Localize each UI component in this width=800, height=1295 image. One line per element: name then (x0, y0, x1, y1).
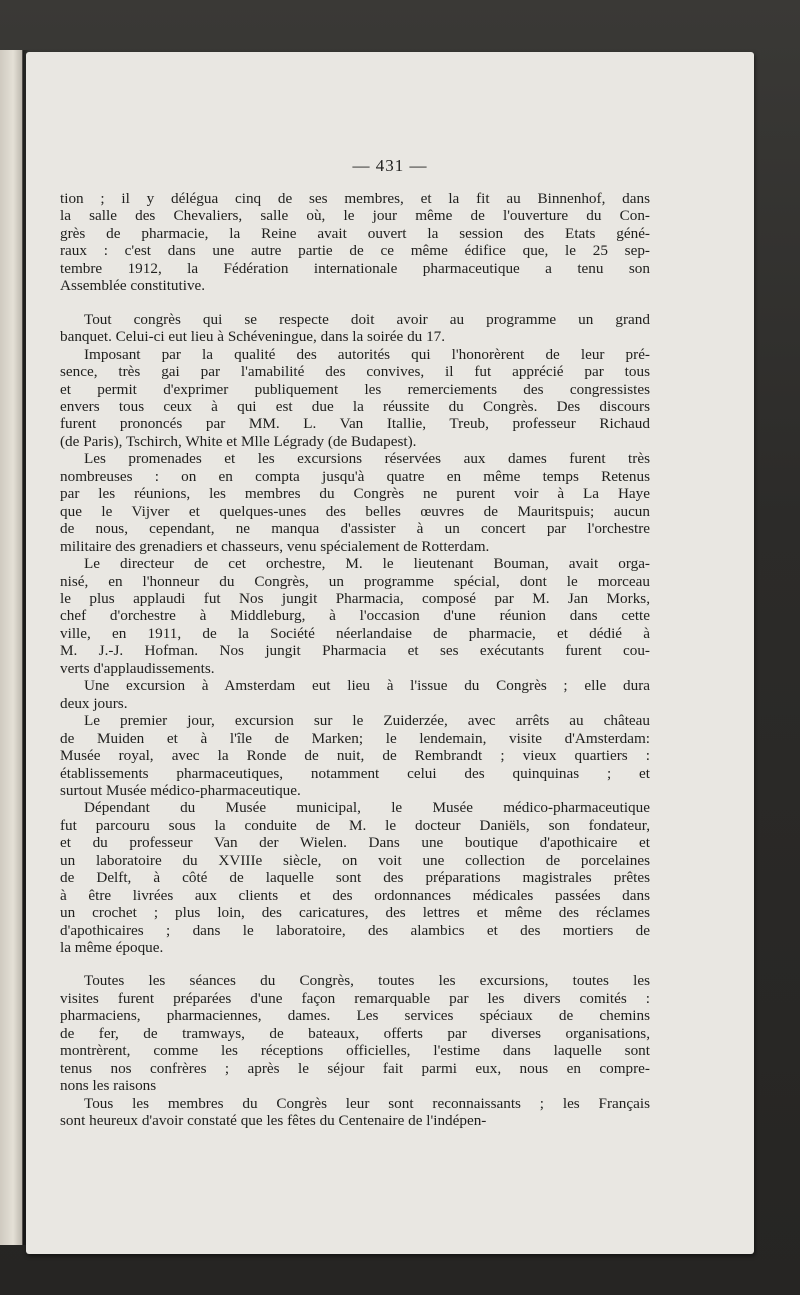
text-line: de Delft, à côté de laquelle sont des préparations magistrales prêtes (60, 869, 650, 887)
paragraph (60, 450, 650, 555)
text-line: Le directeur de cet orchestre, M. le lieutenant Bouman, avait orga- (84, 555, 650, 573)
text-line: montrèrent, comme les réceptions officielles, l'estime dans laquelle sont (60, 1042, 650, 1060)
text-line: par les réunions, les membres du Congrès ne purent voir à La Haye (60, 485, 650, 503)
text-line: tembre 1912, la Fédération internationale pharmaceutique a tenu son (60, 259, 650, 277)
page-number: — 431 — (352, 156, 428, 175)
text-line: surtout Musée médico-pharmaceutique. (60, 781, 301, 799)
text-line: ville, en 1911, de la Société néerlandaise de pharmacie, et dédié à (60, 624, 650, 642)
text-line: le plus applaudi fut Nos jungit Pharmacia, composé par M. Jan Morks, (60, 589, 650, 607)
paragraph (60, 346, 650, 451)
body-text (60, 190, 650, 1130)
paragraph (60, 972, 650, 1094)
text-line: Les promenades et les excursions réservées aux dames furent très (84, 450, 650, 468)
text-line: à être livrées aux clients et des ordonnances médicales passées dans (60, 886, 650, 904)
text-line: que le Vijver et quelques-unes des belles œuvres de Mauritspuis; aucun (60, 502, 650, 520)
text-line: nons les raisons (60, 1077, 157, 1095)
text-line: de fer, de tramways, de bateaux, offerts par diverses organisations, (60, 1024, 650, 1042)
previous-page-edge (0, 50, 23, 1245)
text-line: verts d'applaudissements. (60, 659, 215, 677)
text-line: tion ; il y délégua cinq de ses membres, et la fit au Binnenhof, dans (60, 190, 650, 207)
text-line: (de Paris), Tschirch, White et Mlle Légrady (de Budapest). (60, 432, 417, 450)
paragraph (60, 311, 650, 346)
text-line: envers tous ceux à qui est due la réussite du Congrès. Des discours (60, 397, 650, 415)
text-line: de Muiden et à l'île de Marken; le lendemain, visite d'Amsterdam: (60, 729, 650, 747)
paragraph (60, 712, 650, 799)
text-line: deux jours. (60, 694, 128, 712)
text-line: visites furent préparées d'une façon remarquable par les divers comités : (60, 989, 650, 1007)
text-line: tenus nos confrères ; après le séjour fait parmi eux, nous en compre- (60, 1059, 650, 1077)
text-line: la même époque. (60, 939, 164, 957)
paragraph (60, 677, 650, 712)
text-line: Musée royal, avec la Ronde de nuit, de Rembrandt ; vieux quartiers : (60, 747, 650, 765)
text-line: pharmaciens, pharmaciennes, dames. Les services spéciaux de chemins (60, 1007, 650, 1025)
text-line: Une excursion à Amsterdam eut lieu à l'issue du Congrès ; elle dura (84, 677, 650, 695)
text-line: nisé, en l'honneur du Congrès, un programme spécial, dont le morceau (60, 572, 650, 590)
text-line: d'apothicaires ; dans le laboratoire, des alambics et des mortiers de (60, 921, 650, 939)
text-line: Imposant par la qualité des autorités qui l'honorèrent de leur pré- (84, 345, 650, 363)
paragraph (60, 799, 650, 956)
text-line: Le premier jour, excursion sur le Zuiderzée, avec arrêts au château (84, 712, 650, 730)
text-line: Assemblée constitutive. (60, 277, 206, 295)
text-line: sont heureux d'avoir constaté que les fêtes du Centenaire de l'indépen- (60, 1112, 487, 1130)
paragraph (60, 1095, 650, 1130)
text-line: et permit d'exprimer publiquement les remerciements des congressistes (60, 380, 650, 398)
text-line: la salle des Chevaliers, salle où, le jour même de l'ouverture du Con- (60, 207, 650, 225)
paragraph (60, 555, 650, 677)
text-line: nombreuses : on en compta jusqu'à quatre en même temps Retenus (60, 467, 650, 485)
text-line: Dépendant du Musée municipal, le Musée médico-pharmaceutique (84, 799, 650, 817)
text-line: de nous, cependant, ne manqua d'assister à un concert par l'orchestre (60, 520, 650, 538)
text-line: Tous les membres du Congrès leur sont reconnaissants ; les Français (84, 1094, 650, 1112)
text-line: sence, très gai par l'amabilité des convives, il fut apprécié par tous (60, 363, 650, 381)
text-line: chef d'orchestre à Middleburg, à l'occasion d'une réunion dans cette (60, 607, 650, 625)
text-line: et du professeur Van der Wielen. Dans une boutique d'apothicaire et (60, 834, 650, 852)
text-line: établissements pharmaceutiques, notamment celui des quinquinas ; et (60, 764, 650, 782)
text-line: banquet. Celui-ci eut lieu à Schéveningue, dans la soirée du 17. (60, 328, 446, 346)
text-line: fut parcouru sous la conduite de M. le docteur Daniëls, son fondateur, (60, 816, 650, 834)
text-line: grès de pharmacie, la Reine avait ouvert la session des Etats géné- (60, 224, 650, 242)
text-line: un laboratoire du XVIIIe siècle, on voit une collection de porcelaines (60, 851, 650, 869)
paragraph (60, 190, 650, 295)
text-line: furent prononcés par MM. L. Van Itallie, Treub, professeur Richaud (60, 415, 650, 433)
text-line: militaire des grenadiers et chasseurs, venu spécialement de Rotterdam. (60, 537, 490, 555)
text-line: raux : c'est dans une autre partie de ce même édifice que, le 25 sep- (60, 242, 650, 260)
text-line: M. J.-J. Hofman. Nos jungit Pharmacia et ses exécutants furent cou- (60, 642, 650, 660)
document-page (26, 52, 754, 1254)
text-line: Toutes les séances du Congrès, toutes les excursions, toutes les (84, 972, 650, 990)
text-line: un crochet ; plus loin, des caricatures, des lettres et même des réclames (60, 904, 650, 922)
text-line: Tout congrès qui se respecte doit avoir au programme un grand (84, 310, 650, 328)
